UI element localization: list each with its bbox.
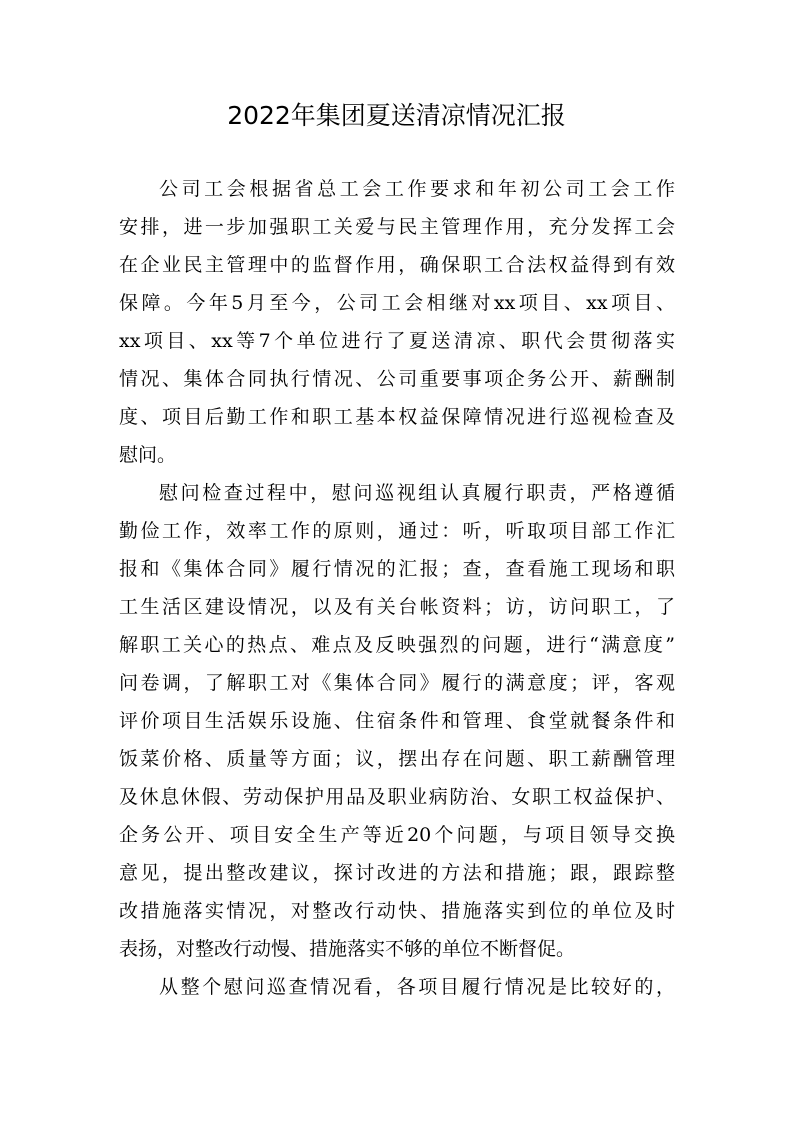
text-line: 情况、集体合同执行情况、公司重要事项企务公开、薪酬制 [119, 368, 675, 390]
text-line: 保障。今年5月至今，公司工会相继对xx项目、xx项目、 [119, 292, 675, 314]
text-line: 度、项目后勤工作和职工基本权益保障情况进行巡视检查及 [119, 406, 675, 428]
text-line: 慰问。 [119, 444, 177, 466]
text-line: 慰问检查过程中，慰问巡视组认真履行职责，严格遵循 [159, 482, 675, 504]
text-line: 工生活区建设情况，以及有关台帐资料；访，访问职工，了 [119, 596, 675, 618]
text-line: 从整个慰问巡查情况看，各项目履行情况是比较好的， [159, 976, 675, 998]
text-line: 解职工关心的热点、难点及反映强烈的问题，进行“满意度” [119, 634, 675, 656]
document-body [119, 170, 675, 1006]
text-line: 企务公开、项目安全生产等近20个问题，与项目领导交换 [119, 824, 675, 846]
text-line: 评价项目生活娱乐设施、住宿条件和管理、食堂就餐条件和 [119, 710, 675, 732]
text-line: 安排，进一步加强职工关爱与民主管理作用，充分发挥工会 [119, 216, 675, 238]
text-line: 问卷调，了解职工对《集体合同》履行的满意度；评，客观 [119, 672, 675, 694]
text-line: 勤俭工作，效率工作的原则，通过：听，听取项目部工作汇 [119, 520, 675, 542]
text-line: 饭菜价格、质量等方面；议，摆出存在问题、职工薪酬管理 [119, 748, 675, 770]
text-line: 及休息休假、劳动保护用品及职业病防治、女职工权益保护、 [119, 786, 675, 808]
text-line: 报和《集体合同》履行情况的汇报；查，查看施工现场和职 [119, 558, 675, 580]
text-line: 在企业民主管理中的监督作用，确保职工合法权益得到有效 [119, 254, 675, 276]
text-line: 表扬，对整改行动慢、措施落实不够的单位不断督促。 [119, 938, 576, 960]
text-line: 意见，提出整改建议，探讨改进的方法和措施；跟，跟踪整 [119, 862, 675, 884]
text-line: 改措施落实情况，对整改行动快、措施落实到位的单位及时 [119, 900, 675, 922]
text-line: 公司工会根据省总工会工作要求和年初公司工会工作 [159, 178, 675, 200]
document-title: 2022年集团夏送清凉情况汇报 [227, 101, 566, 130]
text-line: xx项目、xx等7个单位进行了夏送清凉、职代会贯彻落实 [119, 330, 675, 352]
